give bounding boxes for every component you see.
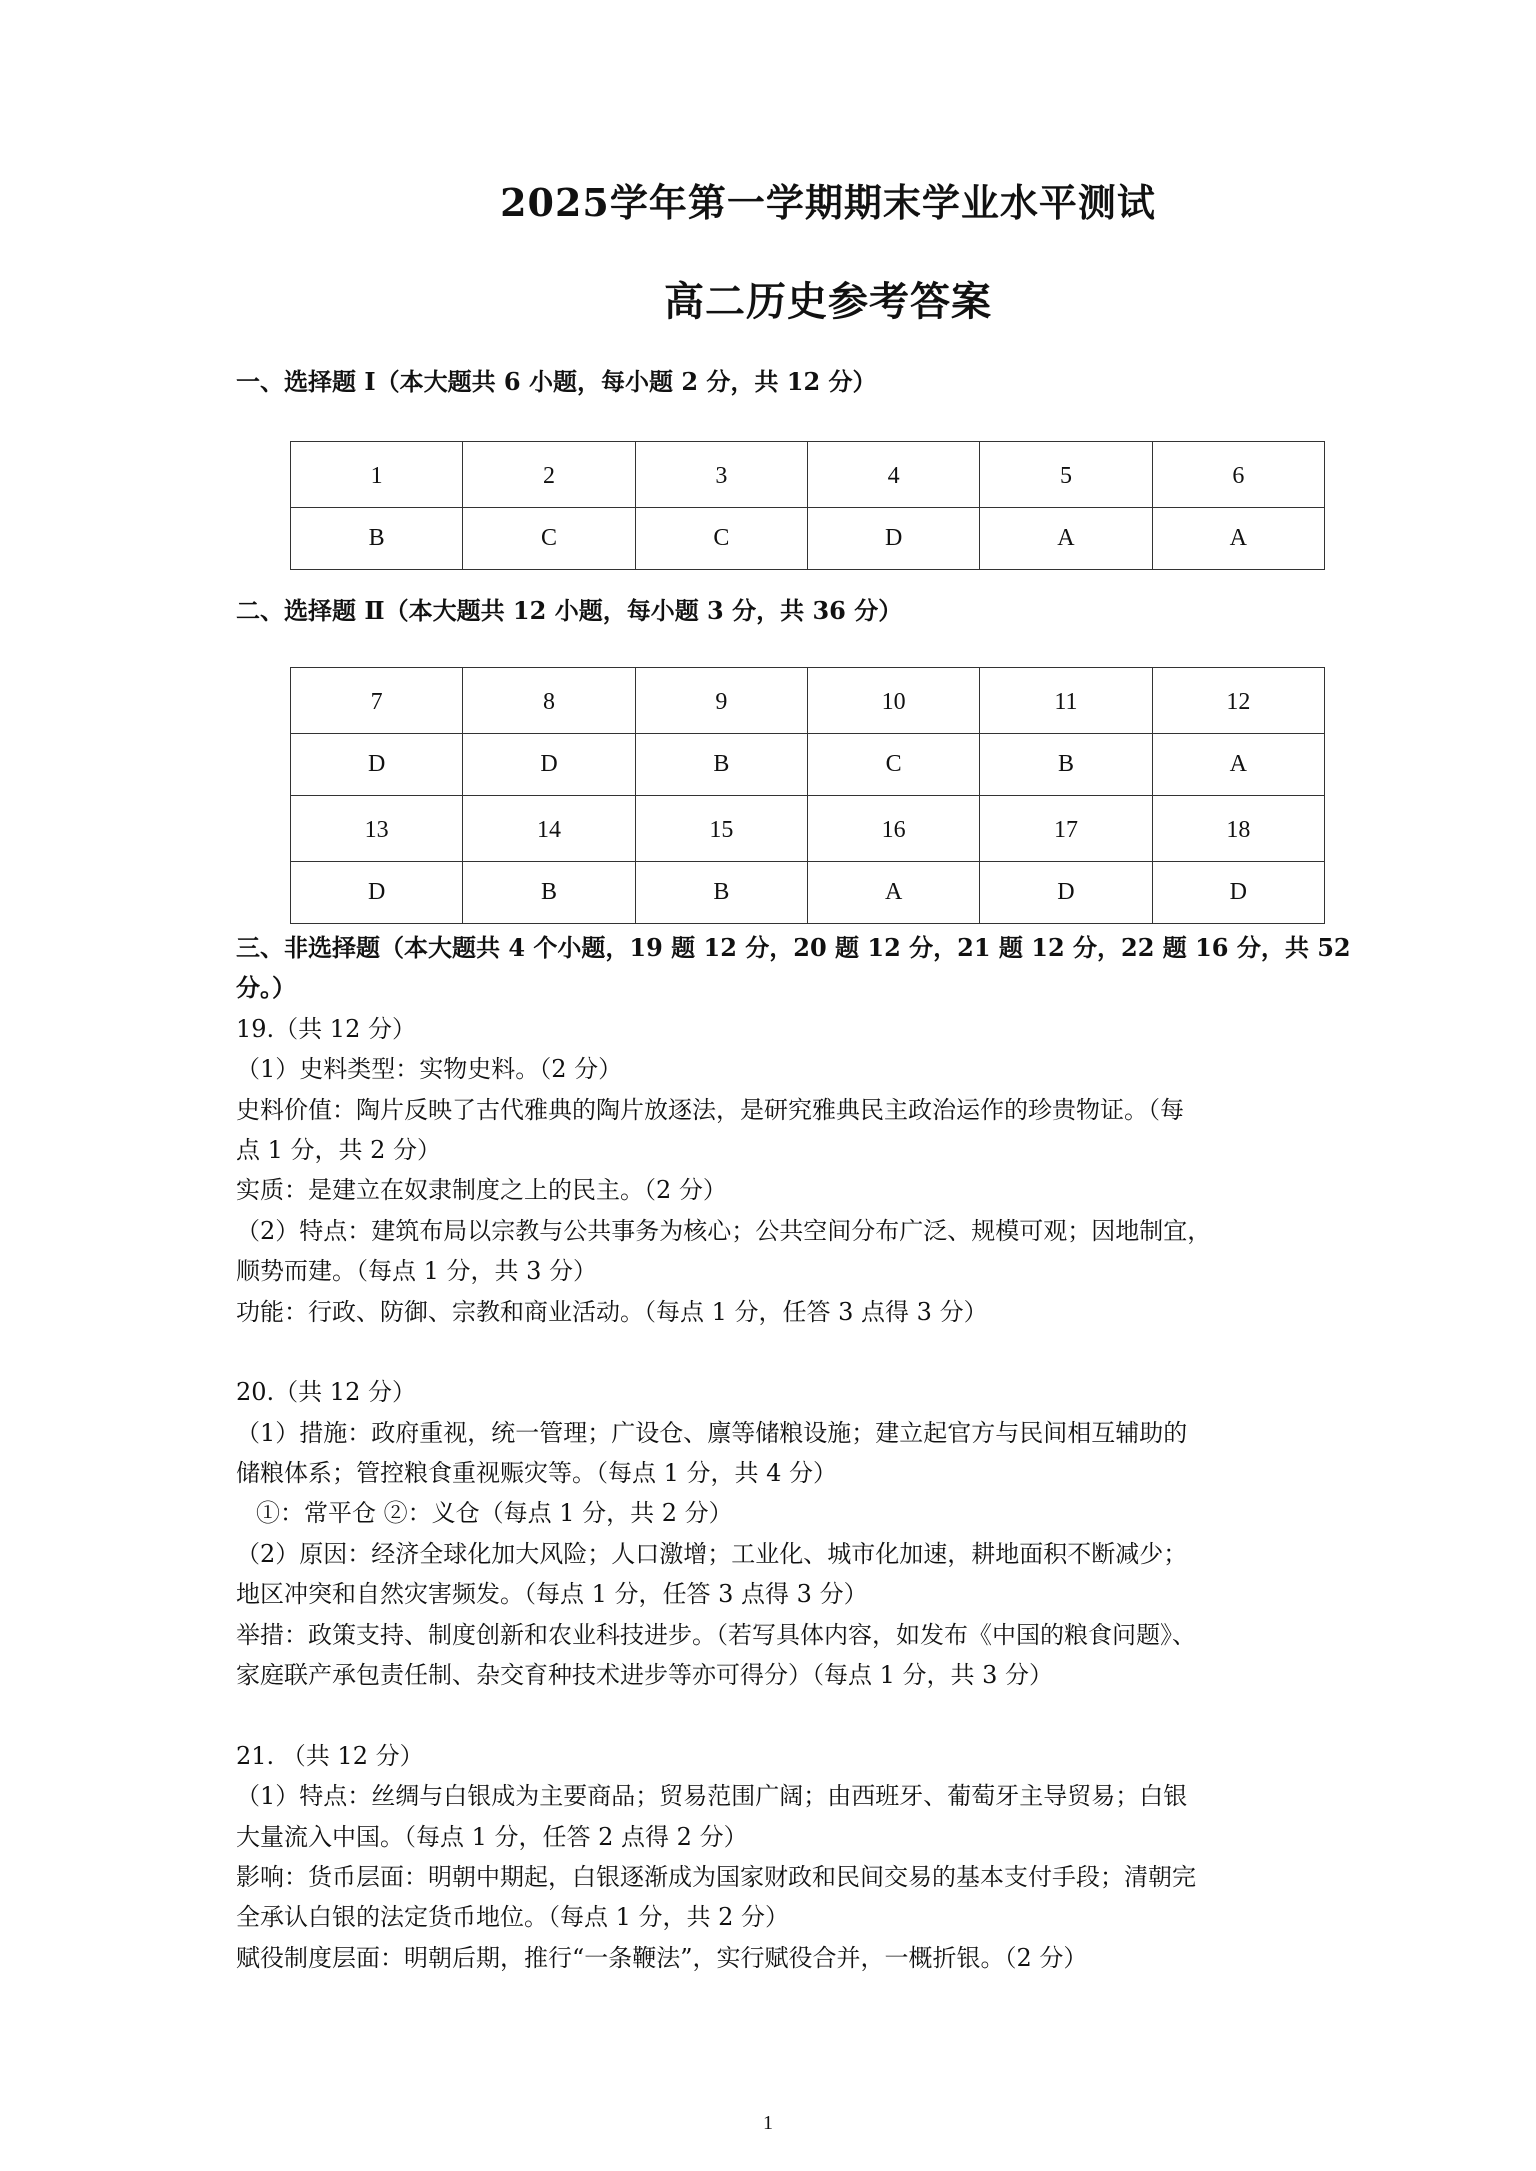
question-number-cell: 15 — [635, 796, 807, 862]
table-row — [291, 508, 1325, 570]
question-number-cell: 8 — [463, 668, 635, 734]
question-number-cell: 7 — [291, 668, 463, 734]
question-number-cell: 3 — [635, 442, 807, 508]
section2-heading: 二、选择题 Ⅱ（本大题共 12 小题，每小题 3 分，共 36 分） — [236, 596, 903, 625]
section1-heading: 一、选择题 Ⅰ（本大题共 6 小题，每小题 2 分，共 12 分） — [236, 367, 877, 396]
answer-cell: C — [807, 734, 979, 796]
answer-cell: D — [463, 734, 635, 796]
answer-line: （2）特点：建筑布局以宗教与公共事务为核心；公共空间分布广泛、规模可观；因地制宜， — [236, 1216, 1212, 1245]
table-row — [291, 796, 1325, 862]
answer-line: 点 1 分，共 2 分） — [236, 1135, 442, 1164]
answer-line: 影响：货币层面：明朝中期起，白银逐渐成为国家财政和民间交易的基本支付手段；清朝完 — [236, 1862, 1196, 1891]
answer-cell: D — [1152, 862, 1324, 924]
answer-line: （1）史料类型：实物史料。（2 分） — [236, 1055, 623, 1084]
answer-cell: A — [807, 862, 979, 924]
question-number-cell: 4 — [807, 442, 979, 508]
question-number-cell: 18 — [1152, 796, 1324, 862]
answer-cell: B — [635, 734, 807, 796]
section3-body — [236, 928, 1351, 1978]
answer-cell: B — [463, 862, 635, 924]
question-number-cell: 2 — [463, 442, 635, 508]
question-number-cell: 12 — [1152, 668, 1324, 734]
answer-cell: A — [980, 508, 1152, 570]
answer-cell: B — [291, 508, 463, 570]
exam-subtitle: 高二历史参考答案 — [664, 278, 992, 325]
table-row — [291, 862, 1325, 924]
q21-header: 21. （共 12 分） — [236, 1741, 424, 1770]
table-row — [291, 734, 1325, 796]
question-number-cell: 6 — [1152, 442, 1324, 508]
question-number-cell: 9 — [635, 668, 807, 734]
question-number-cell: 14 — [463, 796, 635, 862]
answer-line: 史料价值：陶片反映了古代雅典的陶片放逐法，是研究雅典民主政治运作的珍贵物证。（每 — [236, 1095, 1184, 1124]
answer-line: （2）原因：经济全球化加大风险；人口激增；工业化、城市化加速，耕地面积不断减少； — [236, 1539, 1188, 1568]
question-number-cell: 5 — [980, 442, 1152, 508]
question-number-cell: 13 — [291, 796, 463, 862]
answer-cell: D — [291, 734, 463, 796]
question-number-cell: 10 — [807, 668, 979, 734]
answer-cell: C — [463, 508, 635, 570]
answer-cell: D — [807, 508, 979, 570]
answer-line: 举措：政策支持、制度创新和农业科技进步。（若写具体内容，如发布《中国的粮食问题》、 — [236, 1620, 1196, 1649]
answer-line: 赋役制度层面：明朝后期，推行“一条鞭法”，实行赋役合并，一概折银。（2 分） — [236, 1943, 1088, 1972]
answer-cell: B — [980, 734, 1152, 796]
answer-line: 大量流入中国。（每点 1 分，任答 2 点得 2 分） — [236, 1822, 748, 1851]
table-row — [291, 442, 1325, 508]
question-number-cell: 11 — [980, 668, 1152, 734]
exam-title: 2025学年第一学期期末学业水平测试 — [500, 180, 1156, 225]
answer-cell: B — [635, 862, 807, 924]
answer-cell: D — [291, 862, 463, 924]
answer-line: （1）措施：政府重视，统一管理；广设仓、廪等储粮设施；建立起官方与民间相互辅助的 — [236, 1418, 1188, 1447]
question-number-cell: 17 — [980, 796, 1152, 862]
table-row — [291, 668, 1325, 734]
answer-line: 功能：行政、防御、宗教和商业活动。（每点 1 分，任答 3 点得 3 分） — [236, 1297, 988, 1326]
answer-cell: A — [1152, 734, 1324, 796]
answer-line: 顺势而建。（每点 1 分，共 3 分） — [236, 1257, 598, 1286]
section2-answer-table — [290, 667, 1325, 924]
section3-heading-cont: 分。） — [236, 973, 296, 1003]
answer-line: （1）特点：丝绸与白银成为主要商品；贸易范围广阔；由西班牙、葡萄牙主导贸易；白银 — [236, 1782, 1188, 1811]
answer-cell: A — [1152, 508, 1324, 570]
section3-heading: 三、非选择题（本大题共 4 个小题，19 题 12 分，20 题 12 分，21 题 12 分，22 题 16 分，共 52 — [236, 933, 1351, 962]
answer-line: ①：常平仓 ②：义仓（每点 1 分，共 2 分） — [256, 1499, 733, 1528]
question-number-cell: 1 — [291, 442, 463, 508]
answer-cell: C — [635, 508, 807, 570]
answer-line: 家庭联产承包责任制、杂交育种技术进步等亦可得分）（每点 1 分，共 3 分） — [236, 1661, 1054, 1690]
answer-cell: D — [980, 862, 1152, 924]
question-number-cell: 16 — [807, 796, 979, 862]
page-number: 1 — [763, 2112, 773, 2134]
answer-line: 实质：是建立在奴隶制度之上的民主。（2 分） — [236, 1176, 727, 1205]
answer-line: 地区冲突和自然灾害频发。（每点 1 分，任答 3 点得 3 分） — [236, 1580, 868, 1609]
answer-line: 储粮体系；管控粮食重视赈灾等。（每点 1 分，共 4 分） — [236, 1459, 838, 1488]
section1-answer-table — [290, 441, 1325, 570]
q19-header: 19.（共 12 分） — [236, 1014, 416, 1043]
q20-header: 20.（共 12 分） — [236, 1378, 416, 1407]
answer-line: 全承认白银的法定货币地位。（每点 1 分，共 2 分） — [236, 1903, 790, 1932]
